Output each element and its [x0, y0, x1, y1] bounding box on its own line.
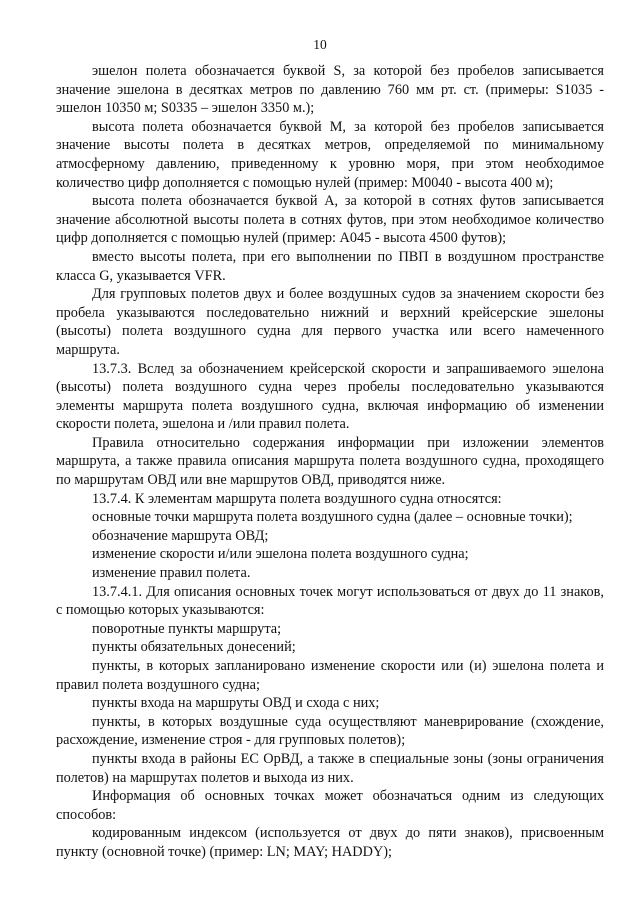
- paragraph: вместо высоты полета, при его выполнении по ПВП в воздушном пространстве класса G, указывается VFR.: [56, 248, 604, 284]
- paragraph: пункты входа на маршруты ОВД и схода с них;: [92, 695, 380, 712]
- paragraph: Правила относительно содержания информации при изложении элементов маршрута, а также правила описания маршрута полета воздушного судна, проходящего по маршрутам ОВД или вне маршрутов ОВД, приводятся ниже.: [56, 434, 604, 489]
- paragraph: 13.7.3. Вслед за обозначением крейсерской скорости и запрашиваемого эшелона (высоты) полета воздушного судна через пробелы последовательно указываются элементы маршрута полета воздушного судна, включая информацию об изменении скорости полета, эшелона и /или правил полета.: [56, 360, 604, 433]
- paragraph: пункты, в которых запланировано изменение скорости или (и) эшелона полета и правил полета воздушного судна;: [56, 658, 604, 693]
- paragraph: 13.7.4. К элементам маршрута полета воздушного судна относятся:: [92, 490, 502, 507]
- paragraph: обозначение маршрута ОВД;: [92, 527, 269, 544]
- page-number: 10: [313, 37, 327, 52]
- paragraph: высота полета обозначается буквой М, за которой без пробелов записывается значение высоты полета в десятках метров, определяемой по минимальному атмосферному давлению, приведенному к уровню моря, при этом необходимое количество цифр дополняется с помощью нулей (пример: M0040 - высота 400 м);: [56, 118, 604, 191]
- document-body: [56, 62, 604, 862]
- paragraph: Для групповых полетов двух и более воздушных судов за значением скорости без пробела указываются последовательно нижний и верхний крейсерские эшелоны (высоты) полета воздушного судна для первого участка или всего намеченного маршрута.: [56, 286, 604, 358]
- paragraph: 13.7.4.1. Для описания основных точек могут использоваться от двух до 11 знаков, с помощью которых указываются:: [56, 583, 604, 619]
- paragraph: пункты, в которых воздушные суда осуществляют маневрирование (схождение, расхождение, изменение строя - для групповых полетов);: [56, 713, 604, 749]
- paragraph: поворотные пункты маршрута;: [92, 620, 282, 637]
- paragraph: пункты входа в районы ЕС ОрВД, а также в специальные зоны (зоны ограничения полетов) на маршрутах полетов и выхода из них.: [56, 750, 604, 786]
- paragraph: изменение правил полета.: [92, 565, 251, 582]
- paragraph: эшелон полета обозначается буквой S, за которой без пробелов записывается значение эшелона в десятках метров по давлению 760 мм рт. ст. (примеры: S1035 - эшелон 10350 м; S0335 – эшелон 3350 м.);: [56, 63, 604, 117]
- paragraph: кодированным индексом (используется от двух до пяти знаков), присвоенным пункту (основной точке) (пример: LN; MAY; HADDY);: [56, 825, 604, 860]
- paragraph: основные точки маршрута полета воздушного судна (далее – основные точки);: [92, 509, 573, 526]
- paragraph: изменение скорости и/или эшелона полета воздушного судна;: [92, 546, 469, 563]
- paragraph: пункты обязательных донесений;: [92, 639, 296, 656]
- paragraph: высота полета обозначается буквой А, за которой в сотнях футов записывается значение абсолютной высоты полета в сотнях футов, при этом необходимое количество цифр дополняется с помощью нулей (пример: А045 - высота 4500 футов);: [56, 193, 604, 247]
- paragraph: Информация об основных точках может обозначаться одним из следующих способов:: [56, 788, 604, 823]
